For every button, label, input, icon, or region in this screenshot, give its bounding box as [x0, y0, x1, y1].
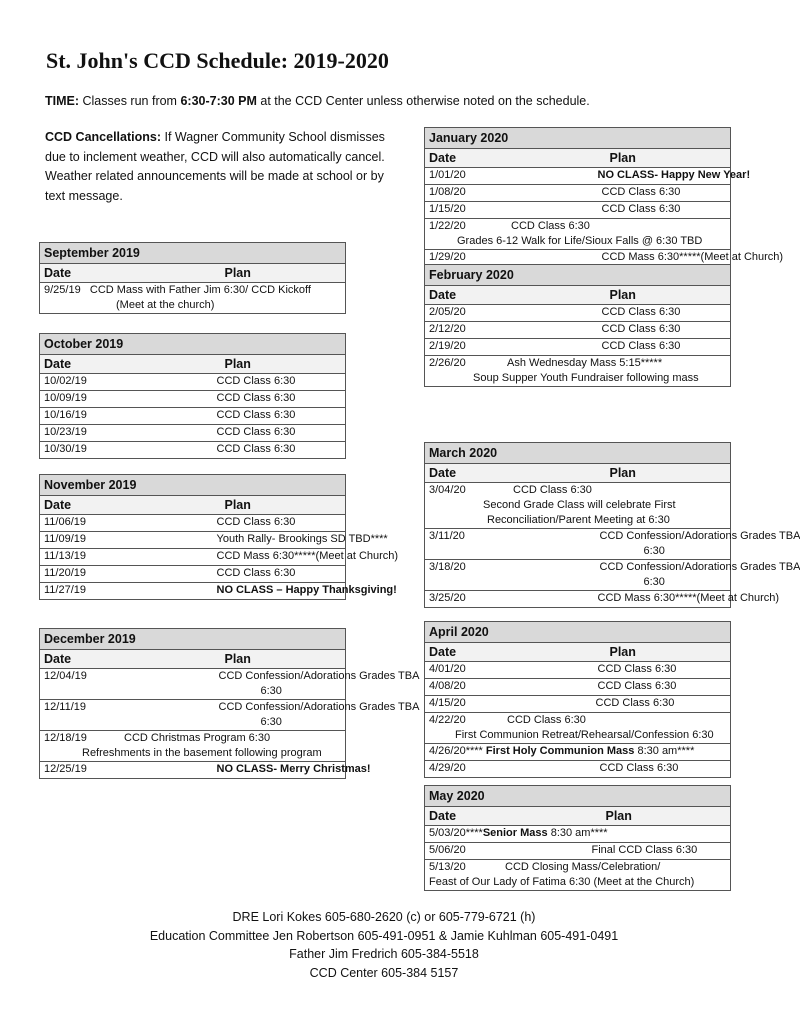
- row-plan: CCD Class 6:30: [578, 185, 731, 202]
- month-title: December 2019: [40, 629, 346, 650]
- row-date: 10/23/19: [40, 425, 193, 442]
- plan-header: Plan: [578, 464, 731, 483]
- row-date: 9/25/19: [44, 284, 81, 296]
- schedule-row: [40, 374, 346, 391]
- row-plan: Senior Mass: [482, 827, 548, 839]
- row-plan: CCD Class 6:30: [193, 408, 346, 425]
- schedule-row: [40, 283, 346, 314]
- date-header: Date: [425, 286, 578, 305]
- schedule-row: [425, 202, 731, 219]
- row-plan-line2: First Communion Retreat/Rehearsal/Confession 6:30: [455, 729, 714, 741]
- schedule-row: [425, 696, 731, 713]
- schedule-row: [40, 566, 346, 583]
- date-header: Date: [425, 149, 578, 168]
- schedule-row: [40, 532, 346, 549]
- schedule-row: [425, 322, 731, 339]
- row-plan: CCD Class 6:30: [599, 762, 679, 774]
- time-text-pre: Classes run from: [79, 94, 181, 108]
- schedule-row: [425, 843, 731, 860]
- row-date: 5/13/20: [429, 861, 466, 873]
- footer-father-contact: Father Jim Fredrich 605-384-5518: [289, 947, 479, 961]
- date-header: Date: [40, 264, 193, 283]
- row-plan: CCD Confession/Adorations Grades TBA: [218, 701, 420, 713]
- schedule-row: [40, 442, 346, 459]
- contact-footer: [0, 908, 768, 982]
- row-date: 3/11/20: [425, 529, 578, 560]
- row-plan: CCD Class 6:30: [578, 305, 731, 322]
- row-plan-line2: Grades 6-12 Walk for Life/Sioux Falls @ 6:30 TBD: [457, 235, 703, 247]
- row-plan: CCD Class 6:30: [193, 566, 346, 583]
- row-date: 4/01/20: [425, 662, 578, 679]
- row-plan: CCD Class 6:30: [578, 662, 731, 679]
- month-table-december: [39, 628, 420, 779]
- month-title: November 2019: [40, 475, 346, 496]
- month-title: September 2019: [40, 243, 346, 264]
- row-date: 2/19/20: [425, 339, 578, 356]
- schedule-row: [40, 731, 346, 762]
- schedule-row: [425, 662, 731, 679]
- time-text-post: at the CCD Center unless otherwise noted on the schedule.: [256, 94, 590, 108]
- row-plan-line2: Feast of Our Lady of Fatima 6:30 (Meet at the Church): [429, 876, 695, 888]
- schedule-row: [40, 583, 346, 600]
- row-date: 1/01/20: [425, 168, 578, 185]
- row-date: 1/08/20: [425, 185, 578, 202]
- row-plan-line2: Second Grade Class will celebrate First: [483, 499, 676, 511]
- row-plan-line2: 6:30: [643, 545, 665, 557]
- schedule-row: [425, 339, 731, 356]
- cancellation-text: If Wagner Community School dismisses due to inclement weather, CCD will also automatically cancel. Weather related announcements will be made at school or by text message.: [45, 130, 385, 203]
- row-plan: CCD Class 6:30: [193, 425, 346, 442]
- row-date: 5/06/20: [425, 843, 578, 860]
- month-table-october: [39, 333, 346, 459]
- row-date: 4/15/20: [425, 696, 578, 713]
- schedule-row: [425, 356, 731, 387]
- row-plan: CCD Mass 6:30*****(Meet at Church): [597, 592, 780, 604]
- month-table-february: [424, 264, 731, 387]
- plan-header: Plan: [193, 355, 346, 374]
- row-plan: NO CLASS – Happy Thanksgiving!: [216, 584, 397, 596]
- row-date: 12/18/19: [44, 732, 87, 744]
- schedule-row: [425, 679, 731, 696]
- row-date: 3/18/20: [425, 560, 578, 591]
- plan-header: Plan: [193, 650, 346, 669]
- row-date: 4/29/20: [429, 762, 466, 774]
- month-title: October 2019: [40, 334, 346, 355]
- time-label: TIME:: [45, 94, 80, 108]
- row-date: 11/09/19: [40, 532, 193, 549]
- row-date: 10/16/19: [40, 408, 193, 425]
- row-plan: NO CLASS- Happy New Year!: [578, 168, 731, 185]
- schedule-row: [425, 560, 731, 591]
- row-plan-line2: 6:30: [260, 716, 282, 728]
- footer-center-contact: CCD Center 605-384 5157: [309, 965, 459, 980]
- month-title: April 2020: [425, 622, 731, 643]
- schedule-row: [425, 185, 731, 202]
- row-plan-line2: 6:30: [643, 576, 665, 588]
- schedule-row: [40, 549, 346, 566]
- row-date: 10/30/19: [44, 443, 87, 455]
- row-plan: Final CCD Class 6:30: [578, 843, 731, 860]
- month-table-november: [39, 474, 399, 600]
- time-hours: 6:30-7:30 PM: [180, 94, 257, 108]
- date-header: Date: [425, 807, 578, 826]
- row-plan: CCD Christmas Program 6:30: [124, 732, 271, 744]
- row-date: 4/08/20: [425, 679, 578, 696]
- row-plan: CCD Class 6:30: [193, 374, 346, 391]
- plan-header: Plan: [578, 807, 731, 826]
- row-plan: CCD Class 6:30: [578, 679, 731, 696]
- page-title: St. John's CCD Schedule: 2019-2020: [46, 48, 389, 73]
- row-date: 3/25/20: [429, 592, 466, 604]
- date-header: Date: [425, 464, 578, 483]
- row-date: 12/25/19: [44, 763, 87, 775]
- row-plan-line2: Soup Supper Youth Fundraiser following mass: [473, 372, 699, 384]
- month-table-march: [424, 442, 800, 608]
- row-plan-line2: 6:30: [260, 685, 282, 697]
- schedule-row: [425, 529, 731, 560]
- row-date: 1/15/20: [425, 202, 578, 219]
- schedule-row: [425, 761, 731, 778]
- plan-header: Plan: [193, 264, 346, 283]
- month-title: May 2020: [425, 786, 731, 807]
- month-table-september: [39, 242, 346, 314]
- row-plan: CCD Class 6:30: [507, 714, 586, 726]
- plan-header: Plan: [578, 286, 731, 305]
- schedule-row: [425, 219, 731, 250]
- schedule-row: [425, 826, 731, 843]
- row-plan: CCD Class 6:30: [511, 220, 590, 232]
- row-date: 2/12/20: [425, 322, 578, 339]
- row-date: 2/05/20: [425, 305, 578, 322]
- row-plan-tail: 8:30 am****: [634, 745, 695, 757]
- row-date: 11/13/19: [40, 549, 193, 566]
- schedule-row: [40, 762, 346, 779]
- row-plan: CCD Class 6:30: [578, 322, 731, 339]
- footer-dre-contact: DRE Lori Kokes 605-680-2620 (c) or 605-779-6721 (h): [232, 910, 536, 924]
- schedule-row: [425, 305, 731, 322]
- schedule-row: [40, 669, 346, 700]
- schedule-row: [425, 483, 731, 529]
- row-plan: CCD Class 6:30: [513, 484, 592, 496]
- row-date: 10/02/19: [40, 374, 193, 391]
- row-plan: CCD Confession/Adorations Grades TBA: [218, 670, 420, 682]
- row-plan: CCD Class 6:30: [193, 515, 346, 532]
- row-plan-line3: Reconciliation/Parent Meeting at 6:30: [487, 514, 670, 526]
- schedule-row: [425, 168, 731, 185]
- cancellation-paragraph: [45, 128, 405, 206]
- schedule-row: [40, 408, 346, 425]
- row-plan: CCD Mass with Father Jim 6:30/ CCD Kickoff: [89, 284, 311, 296]
- schedule-row: [425, 591, 731, 608]
- schedule-row: [40, 391, 346, 408]
- schedule-row: [40, 700, 346, 731]
- month-title: January 2020: [425, 128, 731, 149]
- month-title: February 2020: [425, 265, 731, 286]
- date-header: Date: [425, 643, 578, 662]
- row-date: 2/26/20: [429, 357, 466, 369]
- row-plan: CCD Class 6:30: [216, 443, 296, 455]
- schedule-row: [425, 744, 731, 761]
- date-header: Date: [40, 496, 193, 515]
- schedule-row: [40, 425, 346, 442]
- time-paragraph: [45, 92, 685, 112]
- plan-header: Plan: [578, 149, 731, 168]
- row-date: 12/04/19: [40, 669, 193, 700]
- row-plan: CCD Closing Mass/Celebration/: [505, 861, 661, 873]
- date-header: Date: [40, 355, 193, 374]
- row-plan: Ash Wednesday Mass 5:15*****: [507, 357, 663, 369]
- row-date: 12/11/19: [40, 700, 193, 731]
- row-plan: CCD Mass 6:30*****(Meet at Church): [193, 549, 346, 566]
- row-plan: CCD Class 6:30: [578, 202, 731, 219]
- row-plan: NO CLASS- Merry Christmas!: [216, 763, 371, 775]
- row-plan: First Holy Communion Mass: [485, 745, 635, 757]
- row-date: 4/22/20: [429, 714, 466, 726]
- date-header: Date: [40, 650, 193, 669]
- row-date: 11/20/19: [40, 566, 193, 583]
- row-date: 5/03/20****: [429, 827, 483, 839]
- month-title: March 2020: [425, 443, 731, 464]
- row-date: 10/09/19: [40, 391, 193, 408]
- row-plan: CCD Confession/Adorations Grades TBA: [599, 530, 800, 542]
- row-date: 11/06/19: [40, 515, 193, 532]
- row-plan-line2: (Meet at the church): [116, 299, 215, 311]
- plan-header: Plan: [578, 643, 731, 662]
- footer-committee-contact: Education Committee Jen Robertson 605-491-0951 & Jamie Kuhlman 605-491-0491: [149, 928, 619, 943]
- row-date: 1/22/20: [429, 220, 466, 232]
- row-plan: Youth Rally- Brookings SD TBD****: [193, 532, 346, 549]
- month-table-may: [424, 785, 731, 891]
- month-table-april: [424, 621, 731, 778]
- month-table-january: [424, 127, 784, 267]
- row-plan: CCD Class 6:30: [578, 696, 731, 713]
- schedule-row: [425, 713, 731, 744]
- row-plan: CCD Class 6:30: [578, 339, 731, 356]
- schedule-row: [425, 860, 731, 891]
- row-date: 4/26/20****: [429, 745, 483, 757]
- cancellation-label: CCD Cancellations:: [45, 130, 161, 144]
- row-plan: CCD Confession/Adorations Grades TBA: [599, 561, 800, 573]
- row-date: 3/04/20: [429, 484, 466, 496]
- plan-header: Plan: [193, 496, 346, 515]
- row-plan-tail: 8:30 am****: [547, 827, 608, 839]
- row-date: 1/29/20: [429, 251, 466, 263]
- schedule-row: [40, 515, 346, 532]
- row-plan: CCD Mass 6:30*****(Meet at Church): [601, 251, 784, 263]
- row-date: 11/27/19: [44, 584, 87, 596]
- row-plan: CCD Class 6:30: [193, 391, 346, 408]
- row-plan-line2: Refreshments in the basement following program: [82, 747, 322, 759]
